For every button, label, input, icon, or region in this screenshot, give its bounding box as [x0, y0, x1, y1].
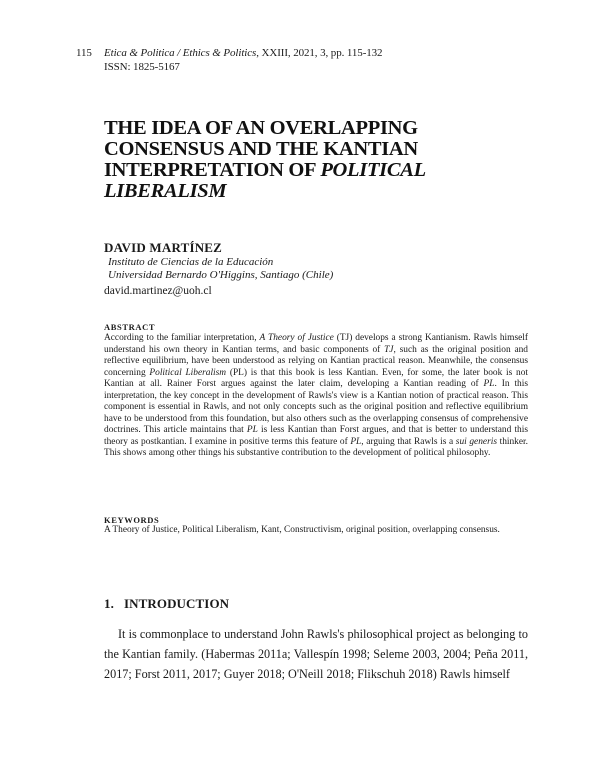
- title-line-3-prefix: INTERPRETATION OF: [104, 159, 321, 181]
- affiliation-line-2: Universidad Bernardo O'Higgins, Santiago (Chile): [108, 269, 334, 281]
- issn: ISSN: 1825-5167: [104, 61, 180, 73]
- title-line-3-italic: POLITICAL: [320, 159, 426, 181]
- abstract-italic-6: PL: [350, 436, 362, 447]
- abstract-text-3: , such as the original position and reflective equilibrium, have been understood as relying on Kantian practical reason. Meanwhile, the consensus concerning: [104, 344, 528, 378]
- abstract-text-7: , arguing that Rawls is a: [361, 436, 456, 447]
- abstract-italic-3: Political Liberalism: [149, 367, 227, 378]
- running-header: [76, 46, 556, 74]
- section-number: 1.: [104, 596, 114, 611]
- section-heading-introduction: [104, 596, 229, 612]
- affiliation-line-1: Instituto de Ciencias de la Educación: [108, 256, 274, 268]
- abstract-italic-1: A Theory of Justice: [259, 333, 334, 343]
- author-name: DAVID MARTÍNEZ: [104, 240, 223, 255]
- title-line-4: LIBERALISM: [104, 180, 227, 202]
- abstract-italic-7: sui generis: [455, 436, 497, 447]
- abstract-text-1: According to the familiar interpretation,: [104, 333, 260, 343]
- header-line-1: [76, 46, 556, 60]
- section-title: INTRODUCTION: [123, 596, 230, 611]
- author-affiliation: [108, 256, 508, 282]
- title-line-1: THE IDEA OF AN OVERLAPPING: [104, 117, 418, 139]
- author-email: david.martinez@uoh.cl: [104, 285, 212, 297]
- title-line-2: CONSENSUS AND THE KANTIAN: [104, 138, 418, 160]
- journal-citation: , XXIII, 2021, 3, pp. 115-132: [256, 47, 383, 59]
- introduction-paragraph: It is commonplace to understand John Rawls's philosophical project as belonging to the Kantian family. (Habermas 2011a; Vallespín 1998; Seleme 2003, 2004; Peña 2011, 2017; Forst 2011, 2017; Guyer 2018; O'Neill 2018; Flikschuh 2018) Rawls himself: [104, 627, 528, 681]
- page-number: 115: [76, 47, 92, 59]
- abstract-italic-4: PL: [483, 379, 495, 390]
- abstract-text-5: . In this interpretation, the key concept in the development of Rawls's view is a Kantian notion of practical reason. This component is essential in Rawls, and not only concepts such as the original position and reflective equilibrium have to be understood from this foundation, but also others such as the overlapping consensus of comprehensive doctrines. This article maintains that: [104, 379, 528, 436]
- abstract-body: [104, 333, 528, 460]
- abstract-text-2: (TJ) develops a strong Kantianism. Rawls himself understand his own theory in Kantian terms, and basic components of: [104, 333, 528, 355]
- abstract-paragraph: [104, 333, 528, 460]
- abstract-italic-2: TJ: [384, 344, 394, 355]
- abstract-heading: ABSTRACT: [104, 322, 156, 332]
- keywords-heading: KEYWORDS: [104, 515, 160, 525]
- abstract-text-6: is less Kantian than Forst argues, and that is better to understand this theory as postkantian. I examine in positive terms this feature of: [104, 425, 528, 447]
- title-line-3: [104, 160, 524, 181]
- abstract-italic-5: PL: [246, 425, 258, 436]
- abstract-text-8: thinker. This shows among other things his substantive contribution to the development of political philosophy.: [104, 436, 528, 459]
- abstract-text-4: (PL) is that this book is less Kantian. Even, for some, the later book is not Kantian at all. Rainer Forst argues against the later claim, developing a Kantian reading of: [104, 367, 528, 390]
- journal-name: Etica & Politica / Ethics & Politics: [104, 47, 257, 59]
- keywords-body: A Theory of Justice, Political Liberalism, Kant, Constructivism, original position, overlapping consensus.: [104, 525, 500, 535]
- article-title: [104, 118, 524, 202]
